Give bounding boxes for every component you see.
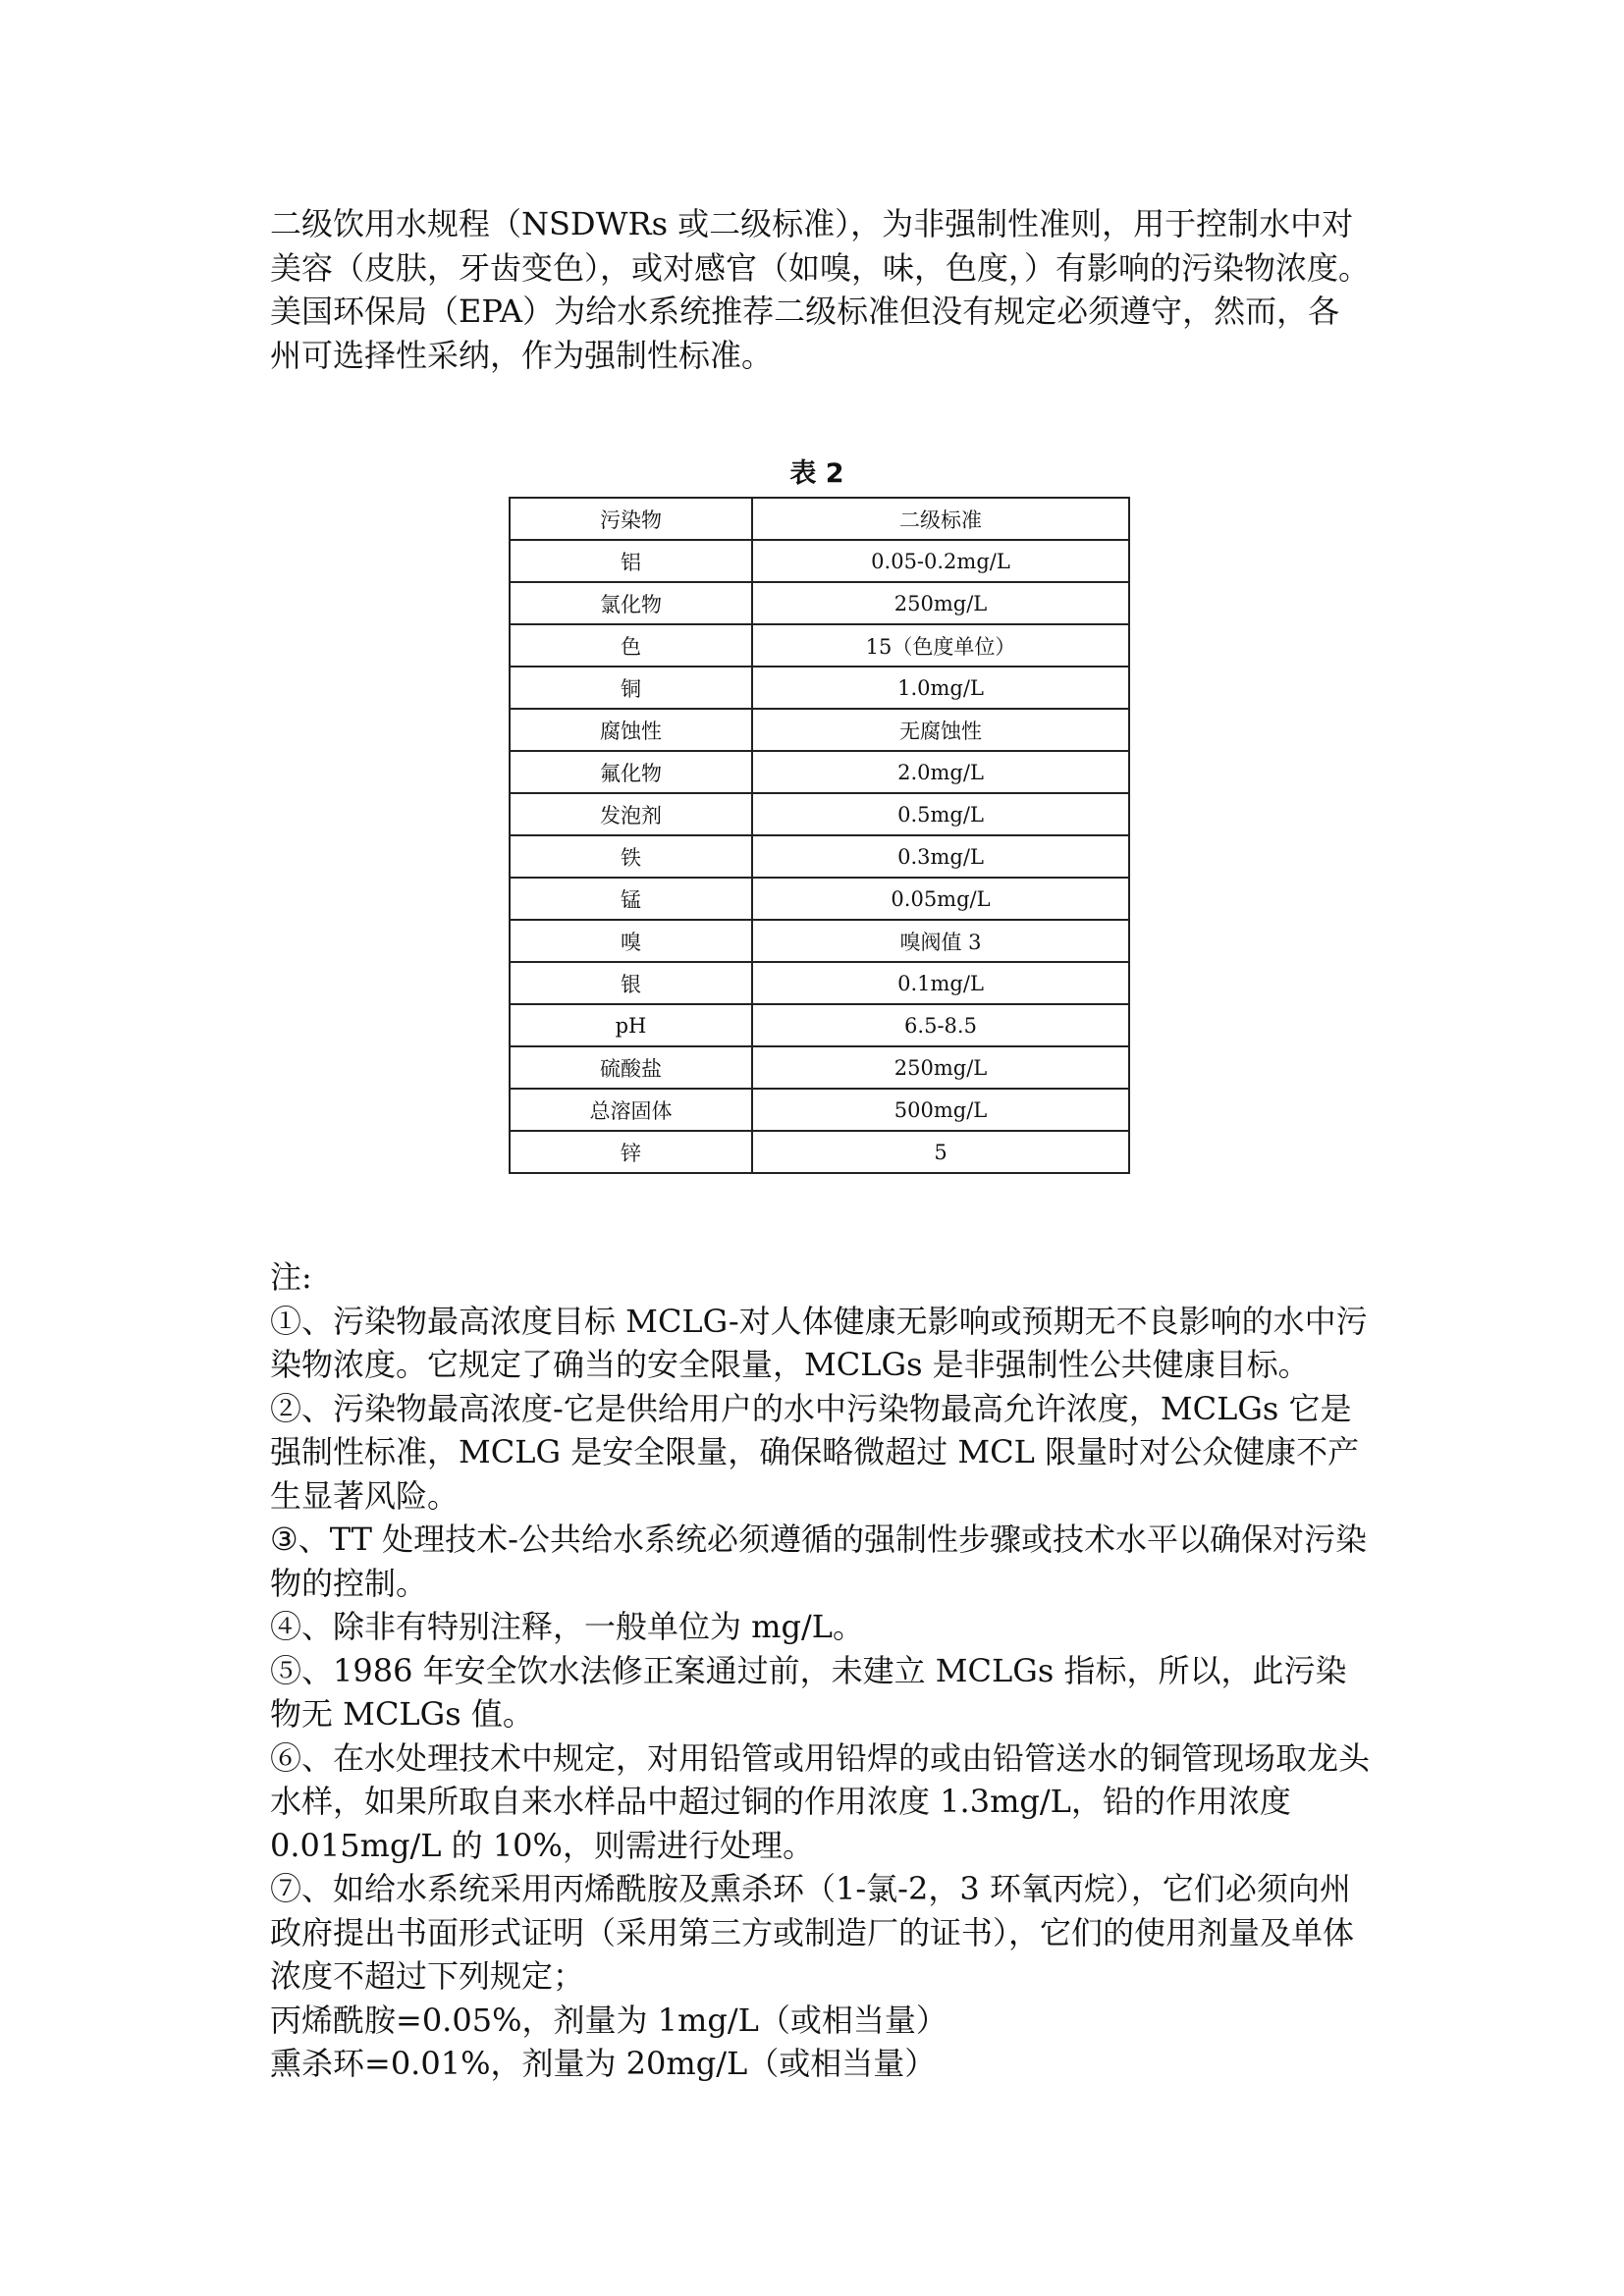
contaminant-cell: 总溶固体 <box>510 1089 752 1131</box>
standard-cell: 0.3mg/L <box>752 835 1129 878</box>
standard-cell: 0.5mg/L <box>752 793 1129 835</box>
note-item: ⑥、在水处理技术中规定，对用铅管或用铅焊的或由铅管送水的铜管现场取龙头水样，如果所取自来水样品中超过铜的作用浓度 1.3mg/L，铅的作用浓度 0.015mg/L 的 10%，则需进行处理。 <box>270 1738 1371 1864</box>
contaminant-cell: 嗅 <box>510 920 752 962</box>
table-row <box>510 920 1129 962</box>
contaminant-cell: 铝 <box>510 540 752 582</box>
contaminant-cell: 锰 <box>510 878 752 920</box>
standard-cell: 0.05-0.2mg/L <box>752 540 1129 582</box>
note-item: ⑦、如给水系统采用丙烯酰胺及熏杀环（1-氯-2，3 环氧丙烷），它们必须向州政府提出书面形式证明（采用第三方或制造厂的证书），它们的使用剂量及单体浓度不超过下列规定； <box>270 1870 1355 1995</box>
note-item: ①、污染物最高浓度目标 MCLG-对人体健康无影响或预期无不良影响的水中污染物浓度。它规定了确当的安全限量，MCLGs 是非强制性公共健康目标。 <box>270 1302 1368 1383</box>
intro-paragraph: 二级饮用水规程（NSDWRs 或二级标准），为非强制性准则，用于控制水中对美容（皮肤，牙齿变色），或对感官（如嗅，味，色度，）有影响的污染物浓度。 <box>270 205 1371 287</box>
note-item: ④、除非有特别注释，一般单位为 mg/L。 <box>270 1608 865 1645</box>
table-row <box>510 667 1129 709</box>
contaminant-cell: 硫酸盐 <box>510 1046 752 1089</box>
standard-cell: 250mg/L <box>752 582 1129 624</box>
contaminant-cell: 铁 <box>510 835 752 878</box>
secondary-standards-table <box>509 497 1130 1174</box>
table-row <box>510 540 1129 582</box>
notes-section <box>270 1255 1370 2086</box>
note-item: ③、TT 处理技术-公共给水系统必须遵循的强制性步骤或技术水平以确保对污染物的控制。 <box>270 1521 1367 1602</box>
standard-cell: 0.1mg/L <box>752 962 1129 1004</box>
table-row <box>510 624 1129 667</box>
intro-paragraph: 美国环保局（EPA）为给水系统推荐二级标准但没有规定必须遵守，然而，各州可选择性采纳，作为强制性标准。 <box>270 293 1340 374</box>
note-item: ②、污染物最高浓度-它是供给用户的水中污染物最高允许浓度，MCLGs 它是强制性标准，MCLG 是安全限量，确保略微超过 MCL 限量时对公众健康不产生显著风险。 <box>270 1389 1360 1515</box>
table-caption: 表 2 <box>789 458 844 489</box>
table-row <box>510 1089 1129 1131</box>
table-row <box>510 835 1129 878</box>
table-header-row <box>510 498 1129 540</box>
standard-cell: 6.5-8.5 <box>752 1004 1129 1046</box>
table-row <box>510 878 1129 920</box>
table-row <box>510 962 1129 1004</box>
standard-cell: 0.05mg/L <box>752 878 1129 920</box>
note-item: ⑤、1986 年安全饮水法修正案通过前，未建立 MCLGs 指标，所以，此污染物无 MCLGs 值。 <box>270 1651 1347 1733</box>
note-item: 熏杀环=0.01%，剂量为 20mg/L（或相当量） <box>270 2045 937 2082</box>
header-cell-standard: 二级标准 <box>752 498 1129 540</box>
contaminant-cell: 发泡剂 <box>510 793 752 835</box>
contaminant-cell: 色 <box>510 624 752 667</box>
table-row <box>510 1131 1129 1173</box>
standard-cell: 500mg/L <box>752 1089 1129 1131</box>
standard-cell: 2.0mg/L <box>752 751 1129 793</box>
contaminant-cell: pH <box>510 1004 752 1046</box>
contaminant-cell: 氯化物 <box>510 582 752 624</box>
contaminant-cell: 铜 <box>510 667 752 709</box>
table-row <box>510 709 1129 751</box>
table-row <box>510 751 1129 793</box>
standard-cell: 1.0mg/L <box>752 667 1129 709</box>
notes-heading: 注: <box>270 1258 312 1296</box>
table-row <box>510 793 1129 835</box>
standard-cell: 15（色度单位） <box>752 624 1129 667</box>
contaminant-cell: 氟化物 <box>510 751 752 793</box>
note-item: 丙烯酰胺=0.05%，剂量为 1mg/L（或相当量） <box>270 2001 947 2039</box>
header-cell-contaminant: 污染物 <box>510 498 752 540</box>
standard-cell: 嗅阀值 3 <box>752 920 1129 962</box>
standard-cell: 250mg/L <box>752 1046 1129 1089</box>
table-row <box>510 582 1129 624</box>
table-row <box>510 1004 1129 1046</box>
standard-cell: 无腐蚀性 <box>752 709 1129 751</box>
contaminant-cell: 腐蚀性 <box>510 709 752 751</box>
standard-cell: 5 <box>752 1131 1129 1173</box>
contaminant-cell: 银 <box>510 962 752 1004</box>
table-row <box>510 1046 1129 1089</box>
contaminant-cell: 锌 <box>510 1131 752 1173</box>
intro-section <box>270 202 1370 377</box>
